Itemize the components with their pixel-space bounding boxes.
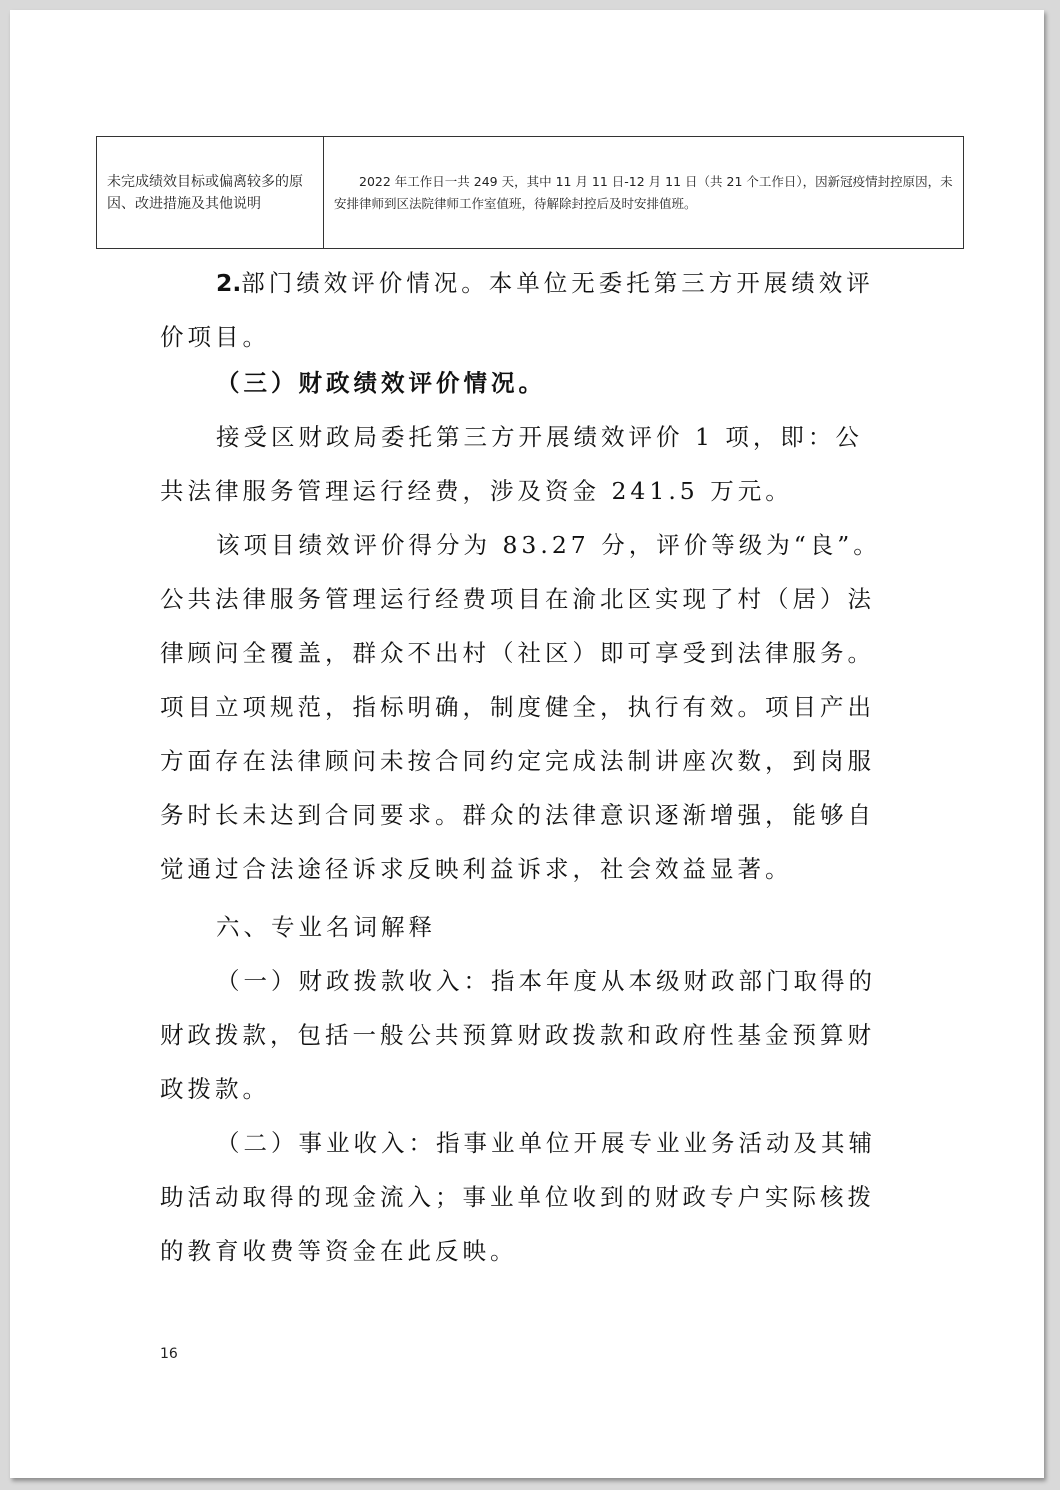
paragraph-dept-evaluation xyxy=(160,256,890,364)
heading-fiscal-evaluation: （三）财政绩效评价情况。 xyxy=(216,369,546,397)
table-content-cell: 2022 年工作日一共 249 天，其中 11 月 11 日-12 月 11 日（共 21 个工作日），因新冠疫情封控原因，未安排律师到区法院律师工作室值班，待解除封控后及时安排值班。 xyxy=(324,137,964,249)
page-number: 16 xyxy=(160,1346,178,1362)
paragraph-entrusted-evaluation: 接受区财政局委托第三方开展绩效评价 1 项，即：公共法律服务管理运行经费，涉及资金 241.5 万元。 xyxy=(160,423,863,505)
paragraph-term-business-income: （二）事业收入：指事业单位开展专业业务活动及其辅助活动取得的现金流入；事业单位收到的财政专户实际核拨的教育收费等资金在此反映。 xyxy=(160,1129,876,1265)
paragraph-evaluation-result: 该项目绩效评价得分为 83.27 分，评价等级为“良”。公共法律服务管理运行经费项目在渝北区实现了村（居）法律顾问全覆盖，群众不出村（社区）即可享受到法律服务。项目立项规范，指标明确，制度健全，执行有效。项目产出方面存在法律顾问未按合同约定完成法制讲座次数，到岗服务时长未达到合同要求。群众的法律意识逐渐增强，能够自觉通过合法途径诉求反映利益诉求，社会效益显著。 xyxy=(160,531,881,883)
explanation-table xyxy=(96,136,964,249)
table-label-cell: 未完成绩效目标或偏离较多的原因、改进措施及其他说明 xyxy=(97,137,324,249)
table-row xyxy=(97,137,964,249)
heading-terms: 六、专业名词解释 xyxy=(216,913,436,941)
paragraph-number: 2. xyxy=(216,269,242,297)
paragraph-text: 部门绩效评价情况。本单位无委托第三方开展绩效评价项目。 xyxy=(160,269,874,351)
paragraph-term-fiscal-income: （一）财政拨款收入：指本年度从本级财政部门取得的财政拨款，包括一般公共预算财政拨款和政府性基金预算财政拨款。 xyxy=(160,967,876,1103)
